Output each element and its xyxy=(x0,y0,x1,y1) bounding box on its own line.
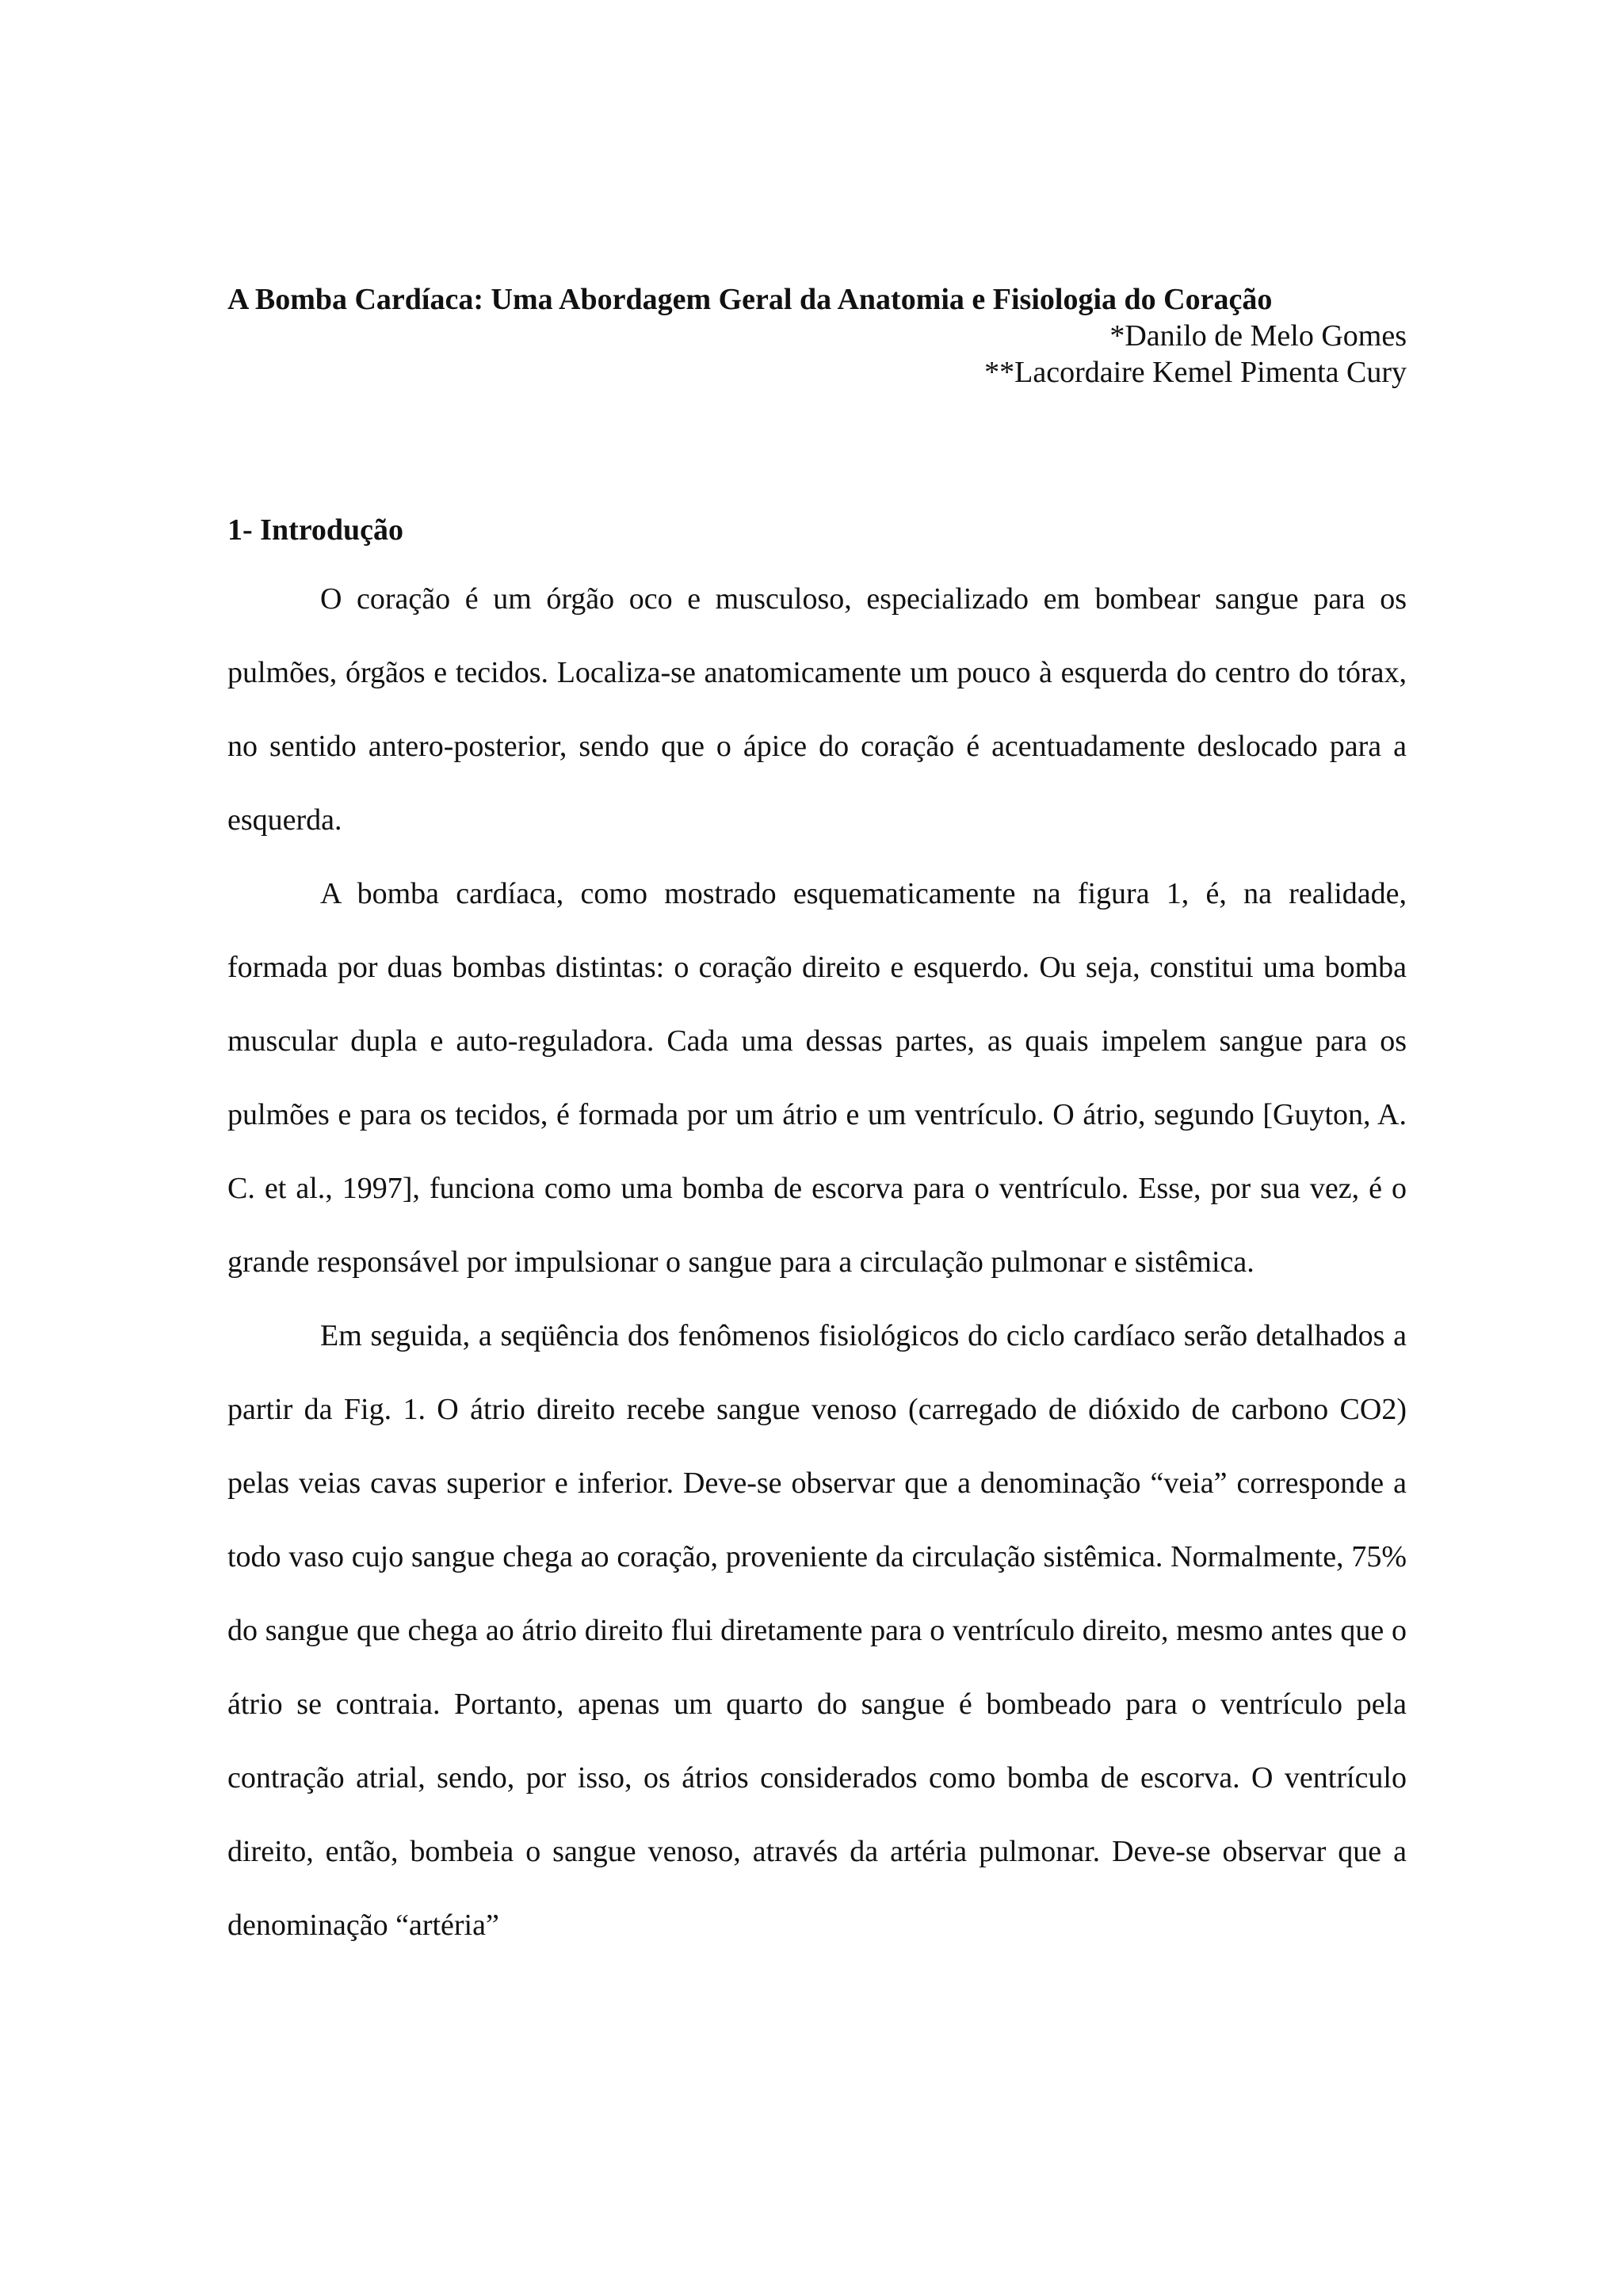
section-heading: 1- Introdução xyxy=(227,513,404,547)
paragraph: Em seguida, a seqüência dos fenômenos fisiológicos do ciclo cardíaco serão detalhados a partir da Fig. 1. O átrio direito recebe sangue venoso (carregado de dióxido de carbono CO2) pelas veias cavas superior e inferior. Deve-se observar que a denominação “veia” corresponde a todo vaso cujo sangue chega ao coração, proveniente da circulação sistêmica. Normalmente, 75% do sangue que chega ao átrio direito flui diretamente para o ventrículo direito, mesmo antes que o átrio se contraia. Portanto, apenas um quarto do sangue é bombeado para o ventrículo pela contração atrial, sendo, por isso, os átrios considerados como bomba de escorva. O ventrículo direito, então, bombeia o sangue venoso, através da artéria pulmonar. Deve-se observar que a denominação “artéria” xyxy=(227,1319,1407,1942)
document-title: A Bomba Cardíaca: Uma Abordagem Geral da Anatomia e Fisiologia do Coração xyxy=(227,283,1273,316)
author-secondary: **Lacordaire Kemel Pimenta Cury xyxy=(984,356,1407,389)
paragraph: O coração é um órgão oco e musculoso, especializado em bombear sangue para os pulmões, órgãos e tecidos. Localiza-se anatomicamente um pouco à esquerda do centro do tórax, no sentido antero-posterior, sendo que o ápice do coração é acentuadamente deslocado para a esquerda. xyxy=(227,582,1407,837)
paragraph: A bomba cardíaca, como mostrado esquematicamente na figura 1, é, na realidade, formada por duas bombas distintas: o coração direito e esquerdo. Ou seja, constitui uma bomba muscular dupla e auto-reguladora. Cada uma dessas partes, as quais impelem sangue para os pulmões e para os tecidos, é formada por um átrio e um ventrículo. O átrio, segundo [Guyton, A. C. et al., 1997], funciona como uma bomba de escorva para o ventrículo. Esse, por sua vez, é o grande responsável por impulsionar o sangue para a circulação pulmonar e sistêmica. xyxy=(227,877,1407,1279)
document-body xyxy=(227,281,1407,1962)
author-primary: *Danilo de Melo Gomes xyxy=(1109,319,1407,353)
